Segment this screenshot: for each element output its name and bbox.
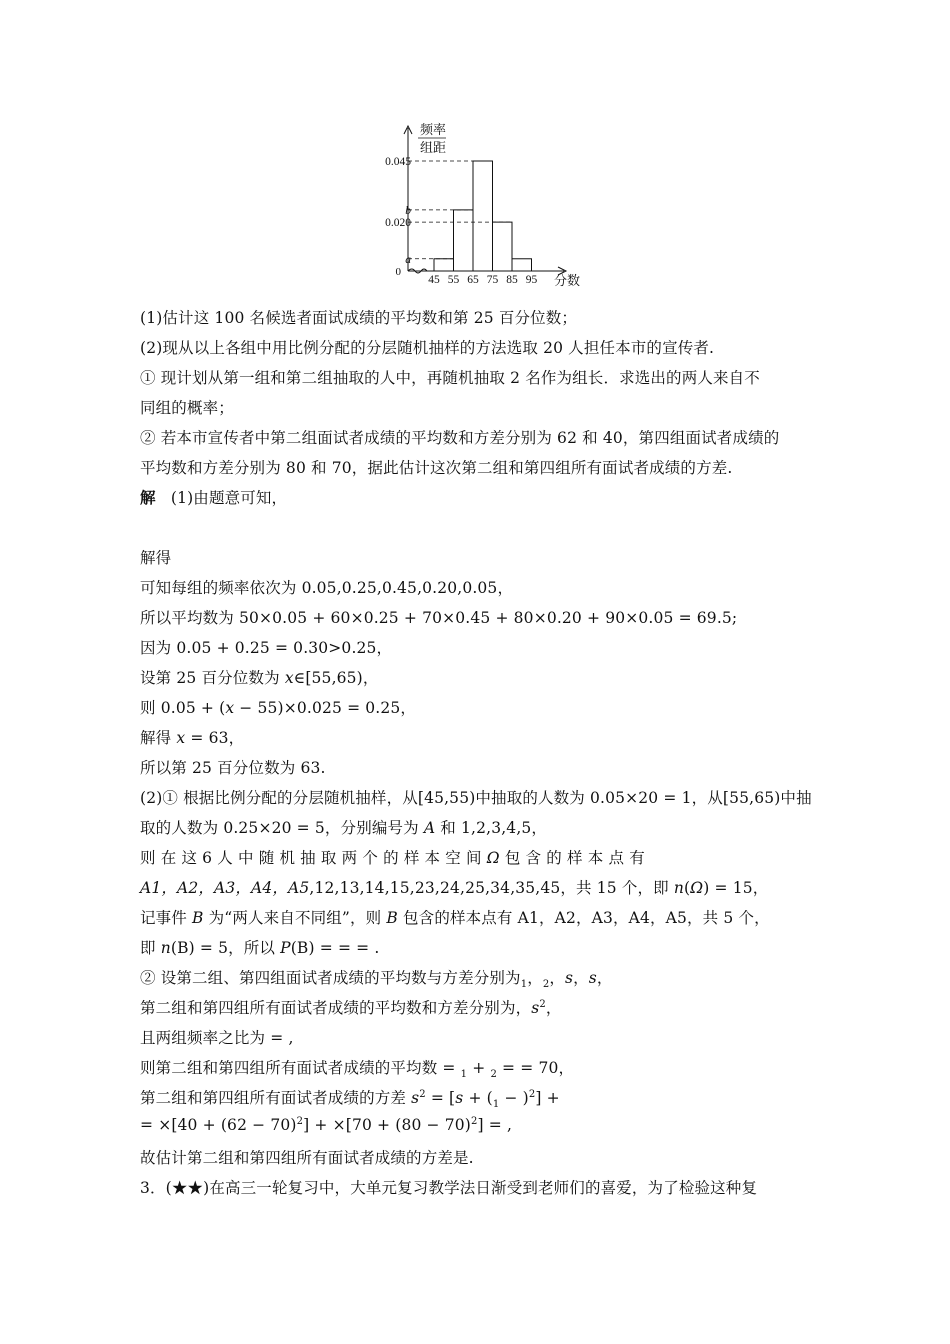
origin-label: 0: [395, 266, 401, 278]
x-tick-label: 85: [506, 274, 518, 286]
solution-solve: 解得: [140, 549, 172, 567]
x-tick-label: 65: [467, 274, 479, 286]
question-1: (1)估计这 100 名候选者面试成绩的平均数和第 25 百分位数；: [140, 309, 578, 327]
solution-mean: 所以平均数为 50×0.05 + 60×0.25 + 70×0.45 + 80×0.20 + 90×0.05 = 69.5;: [140, 609, 738, 627]
y-label-top: 频率: [420, 122, 447, 137]
question-2b-line2: 平均数和方差分别为 80 和 70，据此估计这次第二组和第四组所有面试者成绩的方差.: [140, 459, 733, 477]
part2-line8: 第二组和第四组所有面试者成绩的平均数和方差分别为，$s^2$，: [140, 998, 562, 1017]
histogram-bar: [454, 210, 474, 271]
part2-line2: 取的人数为 0.25×20 = 5，分别编号为 A 和 1,2,3,4,5，: [140, 819, 548, 837]
part2-line11: 第二组和第四组所有面试者成绩的方差 $s^2 = [s + (_1 - )^2]$ +: [140, 1088, 560, 1111]
part2-line12: = $\times[40 + (62 - 70)^2] + \times[70 + (80 - 70)^2]$ = ,: [140, 1116, 513, 1135]
solution-result: 解得 x = 63，: [140, 729, 245, 747]
solution-equation: 则 0.05 + (x − 55)×0.025 = 0.25，: [140, 699, 417, 717]
part2-line9: 且两组频率之比为 = ,: [140, 1029, 294, 1047]
x-tick-label: 95: [525, 274, 538, 286]
histogram-bar: [493, 222, 513, 271]
solution-part1: (1)由题意可知，: [170, 489, 288, 507]
x-tick-label: 75: [486, 274, 499, 286]
histogram-bar: [473, 161, 493, 271]
y-label-bottom: 组距: [420, 140, 447, 155]
part2-line4: A1，A2，A3，A4，A5,12,13,14,15,23,24,25,34,35,45，共 15 个，即 n(Ω) = 15，: [140, 879, 769, 897]
solution-frequencies: 可知每组的频率依次为 0.05,0.25,0.45,0.20,0.05，: [140, 579, 514, 597]
question-2a-line2: 同组的概率；: [140, 399, 234, 417]
y-tick-label: a: [405, 253, 411, 266]
histogram-bar: [512, 259, 532, 271]
y-tick-label: b: [405, 204, 411, 217]
question-2a-line1: ① 现计划从第一组和第二组抽取的人中，再随机抽取 2 名作为组长．求选出的两人来自不: [140, 369, 760, 387]
part2-line3: 则 在 这 6 人 中 随 机 抽 取 两 个 的 样 本 空 间 Ω 包 含 的 样 本 点 有: [140, 849, 645, 867]
solution-set-percentile: 设第 25 百分位数为 x∈[55,65)，: [140, 669, 379, 687]
part2-line6: 即 n(B) = 5，所以 P(B) = = = .: [140, 939, 380, 957]
solution-percentile: 所以第 25 百分位数为 63.: [140, 759, 326, 777]
x-tick-label: 45: [428, 274, 440, 286]
x-tick-label: 55: [447, 274, 460, 286]
solution-cumulative: 因为 0.05 + 0.25 = 0.30>0.25，: [140, 639, 393, 657]
question-3: 3．(★★)在高三一轮复习中，大单元复习教学法日渐受到老师们的喜爱，为了检验这种复: [140, 1179, 758, 1197]
question-2b-line1: ② 若本市宣传者中第二组面试者成绩的平均数和方差分别为 62 和 40，第四组面试者成绩的: [140, 429, 780, 447]
part2-line7: ② 设第二组、第四组面试者成绩的平均数与方差分别为$_1$，$_2$，s，s，: [140, 969, 613, 991]
part2-line10: 则第二组和第四组所有面试者成绩的平均数 = $_1$ + $_2$ = = 70，: [140, 1059, 575, 1081]
question-2: (2)现从以上各组中用比例分配的分层随机抽样的方法选取 20 人担任本市的宣传者.: [140, 339, 715, 357]
solution-start: [140, 486, 287, 508]
y-tick-label: 0.045: [385, 156, 411, 168]
solution-label: 解: [140, 488, 156, 507]
histogram-bar: [434, 259, 454, 271]
part2-line1: (2)① 根据比例分配的分层随机抽样，从[45,55)中抽取的人数为 0.05×20 = 1，从[55,65)中抽: [140, 789, 812, 807]
y-tick-label: 0.020: [385, 217, 411, 230]
part2-conclusion: 故估计第二组和第四组所有面试者成绩的方差是.: [140, 1149, 474, 1167]
x-axis-label: 分数: [554, 273, 581, 288]
part2-line5: 记事件 B 为“两人来自不同组”，则 B 包含的样本点有 A1，A2，A3，A4，A5，共 5 个，: [140, 909, 770, 927]
frequency-histogram: [368, 118, 588, 293]
